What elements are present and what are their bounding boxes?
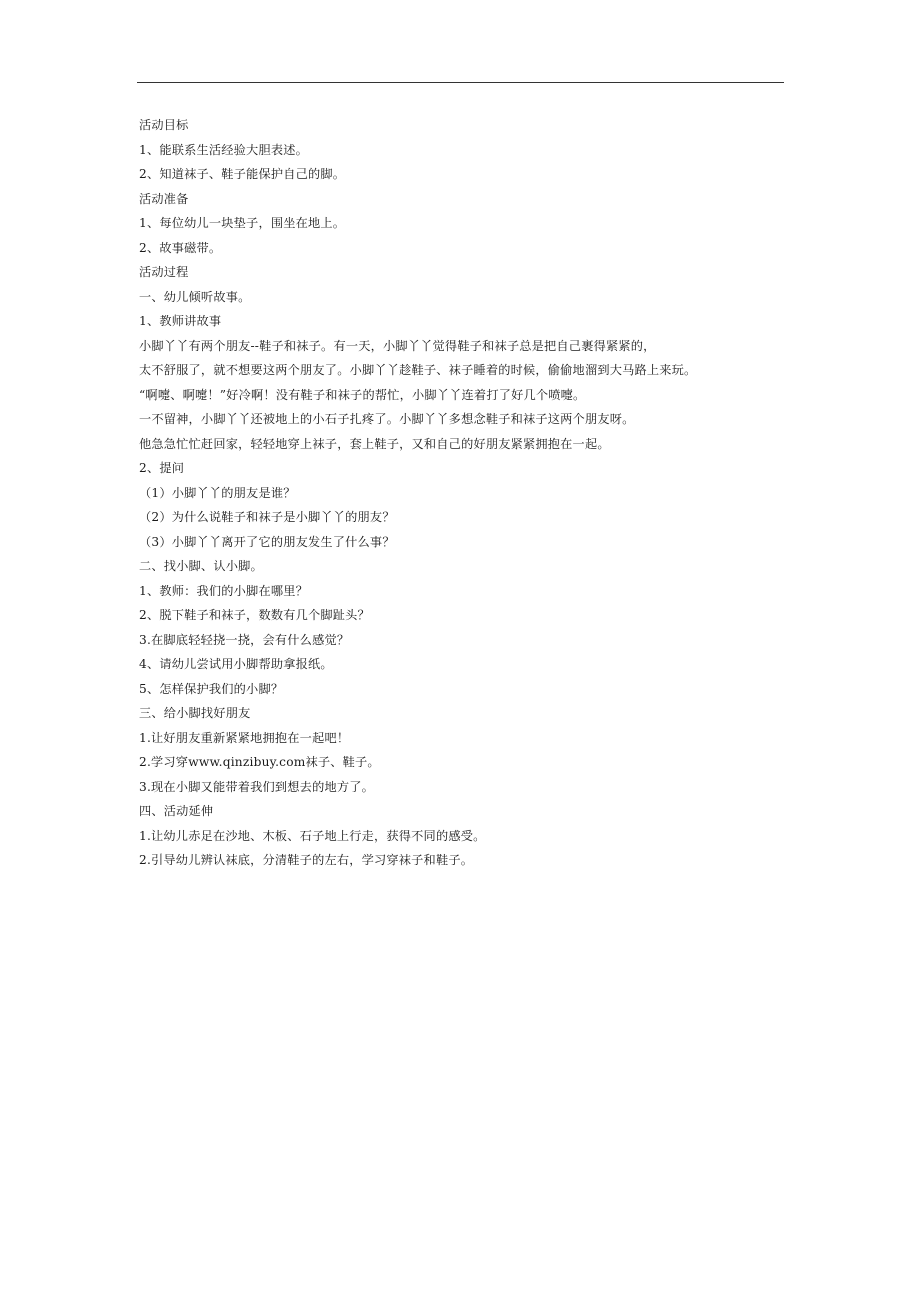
list-item: 1.让好朋友重新紧紧地拥抱在一起吧！: [139, 730, 350, 745]
question-item: （3）小脚丫丫离开了它的朋友发生了什么事？: [139, 534, 395, 549]
list-item: 5、怎样保护我们的小脚？: [139, 681, 284, 696]
section-heading-process: 活动过程: [139, 265, 189, 279]
process-step-2: 二、找小脚、认小脚。: [139, 559, 263, 573]
question-item: （1）小脚丫丫的朋友是谁？: [139, 485, 296, 500]
section-heading-preparation: 活动准备: [139, 191, 189, 206]
story-line: 小脚丫丫有两个朋友--鞋子和袜子。有一天，小脚丫丫觉得鞋子和袜子总是把自己裹得紧紧的，: [139, 338, 656, 353]
question-item: （2）为什么说鞋子和袜子是小脚丫丫的朋友？: [139, 510, 395, 524]
list-item: 2.学习穿www.qinzibuy.com袜子、鞋子。: [139, 755, 380, 769]
story-line: 太不舒服了，就不想要这两个朋友了。小脚丫丫趁鞋子、袜子睡着的时候，偷偷地溜到大马路上来玩。: [139, 363, 697, 377]
document-body: [139, 113, 799, 873]
goal-item-1: 1、能联系生活经验大胆表述。: [139, 142, 308, 157]
process-substep: 2、提问: [139, 461, 185, 475]
list-item: 3.在脚底轻轻挠一挠，会有什么感觉？: [139, 632, 350, 647]
process-step-3: 三、给小脚找好朋友: [139, 706, 251, 720]
story-line: 一不留神，小脚丫丫还被地上的小石子扎疼了。小脚丫丫多想念鞋子和袜子这两个朋友呀。: [139, 412, 635, 426]
story-line: 他急急忙忙赶回家，轻轻地穿上袜子，套上鞋子，又和自己的好朋友紧紧拥抱在一起。: [139, 436, 610, 451]
story-line: “啊嚏、啊嚏！”好冷啊！没有鞋子和袜子的帮忙，小脚丫丫连着打了好几个喷嚏。: [139, 387, 586, 402]
process-substep: 1、教师讲故事: [139, 314, 222, 328]
list-item: 1、教师：我们的小脚在哪里？: [139, 583, 308, 598]
preparation-item-1: 1、每位幼儿一块垫子，围坐在地上。: [139, 216, 346, 230]
header-rule: [137, 82, 784, 83]
list-item: 2、脱下鞋子和袜子，数数有几个脚趾头？: [139, 608, 370, 622]
goal-item-2: 2、知道袜子、鞋子能保护自己的脚。: [139, 167, 346, 181]
list-item: 2.引导幼儿辨认袜底，分清鞋子的左右，学习穿袜子和鞋子。: [139, 853, 474, 867]
process-step-4: 四、活动延伸: [139, 804, 214, 818]
preparation-item-2: 2、故事磁带。: [139, 240, 222, 255]
process-step-1: 一、幼儿倾听故事。: [139, 289, 251, 304]
list-item: 4、请幼儿尝试用小脚帮助拿报纸。: [139, 657, 333, 671]
list-item: 1.让幼儿赤足在沙地、木板、石子地上行走，获得不同的感受。: [139, 828, 486, 843]
list-item: 3.现在小脚又能带着我们到想去的地方了。: [139, 779, 375, 794]
section-heading-goals: 活动目标: [139, 118, 189, 132]
